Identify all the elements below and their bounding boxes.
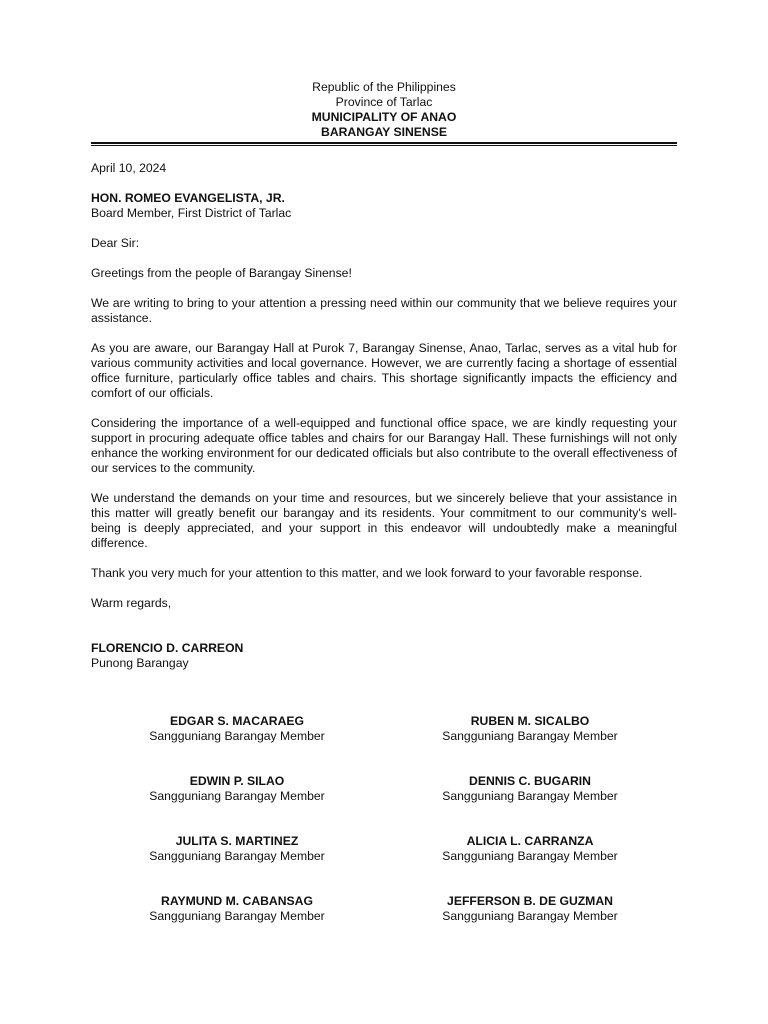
letterhead-country: Republic of the Philippines xyxy=(312,80,456,94)
member-name: DENNIS C. BUGARIN xyxy=(469,774,591,788)
council-member xyxy=(400,894,660,924)
member-role: Sangguniang Barangay Member xyxy=(442,729,618,743)
member-role: Sangguniang Barangay Member xyxy=(149,849,325,863)
member-role: Sangguniang Barangay Member xyxy=(442,909,618,923)
member-name: RAYMUND M. CABANSAG xyxy=(161,894,313,908)
member-role: Sangguniang Barangay Member xyxy=(149,729,325,743)
body-paragraph: Greetings from the people of Barangay Sinense! xyxy=(91,266,352,280)
addressee-title: Board Member, First District of Tarlac xyxy=(91,206,292,220)
letter-date: April 10, 2024 xyxy=(91,161,167,175)
addressee-block xyxy=(91,191,677,221)
council-member xyxy=(400,834,660,864)
letterhead-municipality: MUNICIPALITY OF ANAO xyxy=(311,110,457,124)
member-role: Sangguniang Barangay Member xyxy=(442,849,618,863)
member-role: Sangguniang Barangay Member xyxy=(442,789,618,803)
letter-page xyxy=(91,80,677,671)
council-member xyxy=(107,774,367,804)
body-paragraph: We understand the demands on your time and resources, but we sincerely believe that your assistance in this matter will greatly benefit our barangay and its residents. Your commitment to our community's well-being is deeply appreciated, and your support in this endeavor will undoubtedly make a meaningful difference. xyxy=(91,491,677,550)
body-paragraph: Considering the importance of a well-equipped and functional office space, we are kindly requesting your support in procuring adequate office tables and chairs for our Barangay Hall. These furnishings will not only enhance the working environment for our dedicated officials but also contribute to the overall effectiveness of our services to the community. xyxy=(91,416,677,475)
member-name: JULITA S. MARTINEZ xyxy=(175,834,299,848)
salutation: Dear Sir: xyxy=(91,236,140,250)
letterhead-barangay: BARANGAY SINENSE xyxy=(321,125,447,139)
council-member xyxy=(107,894,367,924)
closing: Warm regards, xyxy=(91,596,172,610)
member-role: Sangguniang Barangay Member xyxy=(149,909,325,923)
council-member xyxy=(107,834,367,864)
member-name: JEFFERSON B. DE GUZMAN xyxy=(447,894,613,908)
member-name: ALICIA L. CARRANZA xyxy=(466,834,594,848)
letterhead xyxy=(91,80,677,140)
signatory-title: Punong Barangay xyxy=(91,656,189,670)
signatory-name: FLORENCIO D. CARREON xyxy=(91,641,244,655)
letterhead-province: Province of Tarlac xyxy=(335,95,433,109)
signatory-block xyxy=(91,641,677,671)
letterhead-divider xyxy=(91,142,677,146)
body-paragraph: As you are aware, our Barangay Hall at Purok 7, Barangay Sinense, Anao, Tarlac, serves as a vital hub for various community activities and local governance. However, we are currently facing a shortage of essential office furniture, particularly office tables and chairs. This shortage significantly impacts the efficiency and comfort of our officials. xyxy=(91,341,677,400)
council-member xyxy=(400,714,660,744)
member-name: EDWIN P. SILAO xyxy=(189,774,285,788)
council-member xyxy=(400,774,660,804)
council-member xyxy=(107,714,367,744)
member-name: EDGAR S. MACARAEG xyxy=(169,714,305,728)
addressee-name: HON. ROMEO EVANGELISTA, JR. xyxy=(91,191,285,205)
member-name: RUBEN M. SICALBO xyxy=(470,714,590,728)
body-paragraph: We are writing to bring to your attention a pressing need within our community that we believe requires your assistance. xyxy=(91,296,677,325)
member-role: Sangguniang Barangay Member xyxy=(149,789,325,803)
body-paragraph: Thank you very much for your attention to this matter, and we look forward to your favorable response. xyxy=(91,566,643,580)
